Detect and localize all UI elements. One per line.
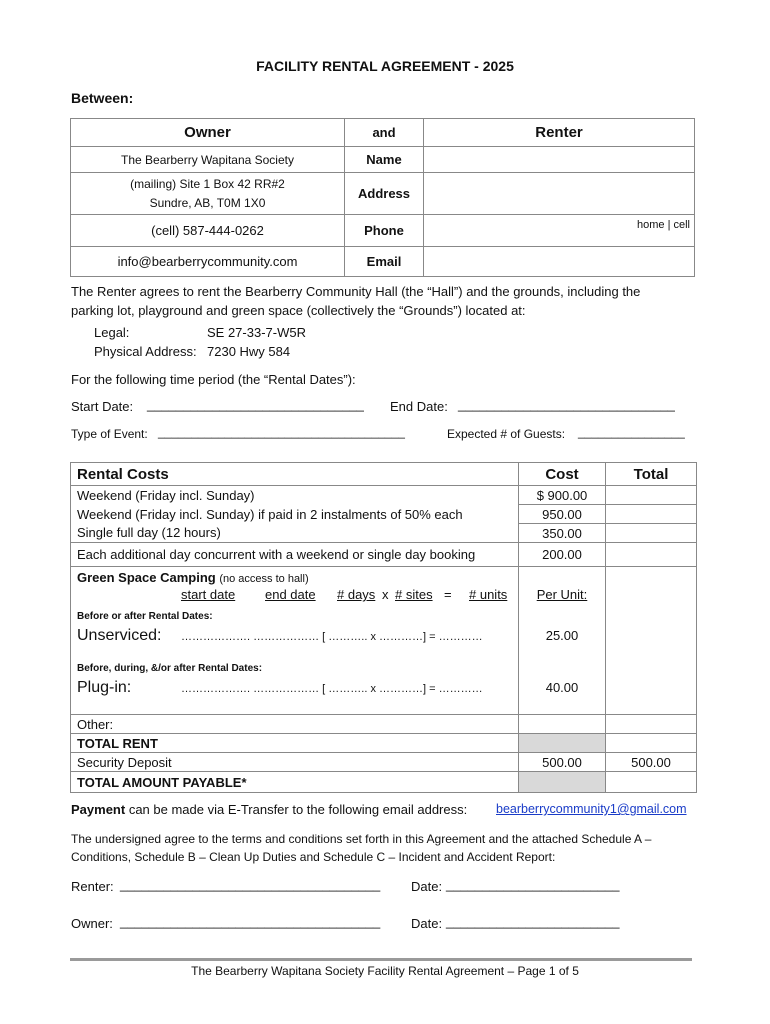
plugin-label: Plug-in:: [77, 679, 132, 696]
renter-email-field[interactable]: [424, 247, 695, 277]
cost-row-total[interactable]: [606, 524, 697, 543]
payment-text: [71, 800, 467, 819]
total-payable-cost-cell: [519, 772, 606, 793]
renter-header: Renter: [424, 119, 695, 147]
owner-signature-line[interactable]: ____________________________________: [120, 914, 381, 929]
total-rent-cost-cell: [519, 734, 606, 753]
deposit-cost: 500.00: [519, 753, 606, 772]
deposit-total: 500.00: [606, 753, 697, 772]
renter-name-field[interactable]: [424, 147, 695, 173]
owner-address-line2: Sundre, AB, T0M 1X0: [149, 195, 266, 210]
cost-row-total[interactable]: [606, 486, 697, 505]
unserviced-label: Unserviced:: [77, 627, 162, 644]
owner-name: The Bearberry Wapitana Society: [71, 147, 345, 173]
field-name-label: Name: [345, 147, 424, 173]
plugin-note: Before, during, &/or after Rental Dates:: [77, 663, 263, 674]
cost-row-cost: $ 900.00: [519, 486, 606, 505]
sites-col: # sites: [395, 587, 433, 602]
agreement-line-1: The Renter agrees to rent the Bearberry Community Hall (the “Hall”) and the grounds, including the: [71, 284, 641, 299]
camping-total-cell[interactable]: [606, 567, 697, 715]
owner-email: info@bearberrycommunity.com: [71, 247, 345, 277]
unserviced-fill[interactable]: ………………. ……………… [ ……….. x …………] = …………: [181, 631, 483, 643]
plugin-row: [77, 679, 512, 703]
end-date-col: end date: [265, 587, 316, 602]
total-payable-total-cell[interactable]: [606, 772, 697, 793]
total-header: Total: [606, 463, 697, 486]
deposit-label: Security Deposit: [71, 753, 519, 772]
cost-row-desc: Weekend (Friday incl. Sunday): [71, 486, 519, 505]
payment-email-link[interactable]: bearberrycommunity1@gmail.com: [496, 802, 687, 816]
owner-phone: (cell) 587-444-0262: [71, 215, 345, 247]
other-label: Other:: [71, 715, 519, 734]
end-date-label: End Date:: [390, 399, 448, 414]
owner-signature-label: Owner:: [71, 916, 113, 931]
event-type-input[interactable]: _____________________________________: [158, 425, 405, 439]
camping-cell: [71, 567, 519, 715]
footer-divider: [70, 958, 692, 961]
renter-phone-field[interactable]: home | cell: [424, 215, 695, 247]
unserviced-row: [77, 627, 512, 663]
cost-row-desc: Each additional day concurrent with a weekend or single day booking: [71, 543, 519, 567]
total-payable-label: TOTAL AMOUNT PAYABLE*: [71, 772, 519, 793]
renter-signature-line[interactable]: ____________________________________: [120, 877, 381, 892]
owner-address-line1: (mailing) Site 1 Box 42 RR#2: [130, 176, 285, 191]
renter-address-field[interactable]: [424, 173, 695, 215]
total-rent-total-cell[interactable]: [606, 734, 697, 753]
agreement-line-2: parking lot, playground and green space (collectively the “Grounds”) located at:: [71, 303, 526, 318]
unserviced-cost: 25.00: [545, 628, 579, 643]
units-col: # units: [469, 587, 508, 602]
cost-row-cost: 200.00: [519, 543, 606, 567]
physical-address-value: 7230 Hwy 584: [207, 344, 291, 359]
start-date-label: Start Date:: [71, 399, 134, 414]
field-email-label: Email: [345, 247, 424, 277]
unserviced-note: Before or after Rental Dates:: [77, 611, 213, 622]
legal-label: Legal:: [94, 325, 130, 340]
renter-date-label: Date:: [411, 879, 443, 894]
other-cost-cell[interactable]: [519, 715, 606, 734]
start-date-col: start date: [181, 587, 236, 602]
cost-row-total[interactable]: [606, 543, 697, 567]
time-period-text: For the following time period (the “Rental Dates”):: [71, 372, 356, 387]
start-date-input[interactable]: ______________________________: [147, 397, 364, 412]
camping-note: (no access to hall): [219, 573, 309, 585]
owner-date-line[interactable]: ________________________: [446, 914, 620, 929]
owner-address: [71, 173, 345, 215]
terms-line-2: Conditions, Schedule B – Clean Up Duties and Schedule C – Incident and Accident Report:: [71, 850, 556, 864]
and-header: and: [345, 119, 424, 147]
physical-address-label: Physical Address:: [94, 344, 197, 359]
per-unit-label: Per Unit:: [536, 587, 588, 602]
guests-input[interactable]: ________________: [578, 425, 685, 439]
guests-label: Expected # of Guests:: [447, 427, 566, 441]
times-symbol: x: [382, 587, 389, 602]
cost-row-total[interactable]: [606, 505, 697, 524]
owner-date-label: Date:: [411, 916, 443, 931]
terms-line-1: The undersigned agree to the terms and conditions set forth in this Agreement and the attached Schedule A –: [71, 832, 652, 846]
field-address-label: Address: [345, 173, 424, 215]
end-date-input[interactable]: ______________________________: [458, 397, 675, 412]
days-col: # days: [337, 587, 376, 602]
other-total-cell[interactable]: [606, 715, 697, 734]
cost-header: Cost: [519, 463, 606, 486]
field-phone-label: Phone: [345, 215, 424, 247]
camping-title: Green Space Camping: [77, 570, 216, 585]
cost-row-cost: 950.00: [519, 505, 606, 524]
cost-row-desc: Single full day (12 hours): [71, 524, 519, 543]
payment-bold: Payment: [71, 802, 126, 817]
owner-header: Owner: [71, 119, 345, 147]
payment-instructions: can be made via E-Transfer to the following email address:: [125, 802, 468, 817]
plugin-cost: 40.00: [545, 680, 579, 695]
plugin-fill[interactable]: ………………. ……………… [ ……….. x …………] = …………: [181, 683, 483, 695]
equals-symbol: =: [444, 587, 452, 602]
legal-value: SE 27-33-7-W5R: [207, 325, 306, 340]
rental-costs-header: Rental Costs: [71, 463, 519, 486]
camping-columns: [77, 587, 512, 611]
parties-table: [70, 118, 695, 277]
cost-row-desc: Weekend (Friday incl. Sunday) if paid in 2 instalments of 50% each: [71, 505, 519, 524]
event-type-label: Type of Event:: [71, 427, 148, 441]
page-footer: The Bearberry Wapitana Society Facility Rental Agreement – Page 1 of 5: [191, 964, 579, 978]
rental-costs-table: [70, 462, 697, 793]
document-title: FACILITY RENTAL AGREEMENT - 2025: [256, 58, 514, 74]
renter-date-line[interactable]: ________________________: [446, 877, 620, 892]
total-rent-label: TOTAL RENT: [71, 734, 519, 753]
camping-cost-cell: [519, 567, 606, 715]
renter-signature-label: Renter:: [71, 879, 114, 894]
between-label: Between:: [71, 90, 134, 106]
cost-row-cost: 350.00: [519, 524, 606, 543]
